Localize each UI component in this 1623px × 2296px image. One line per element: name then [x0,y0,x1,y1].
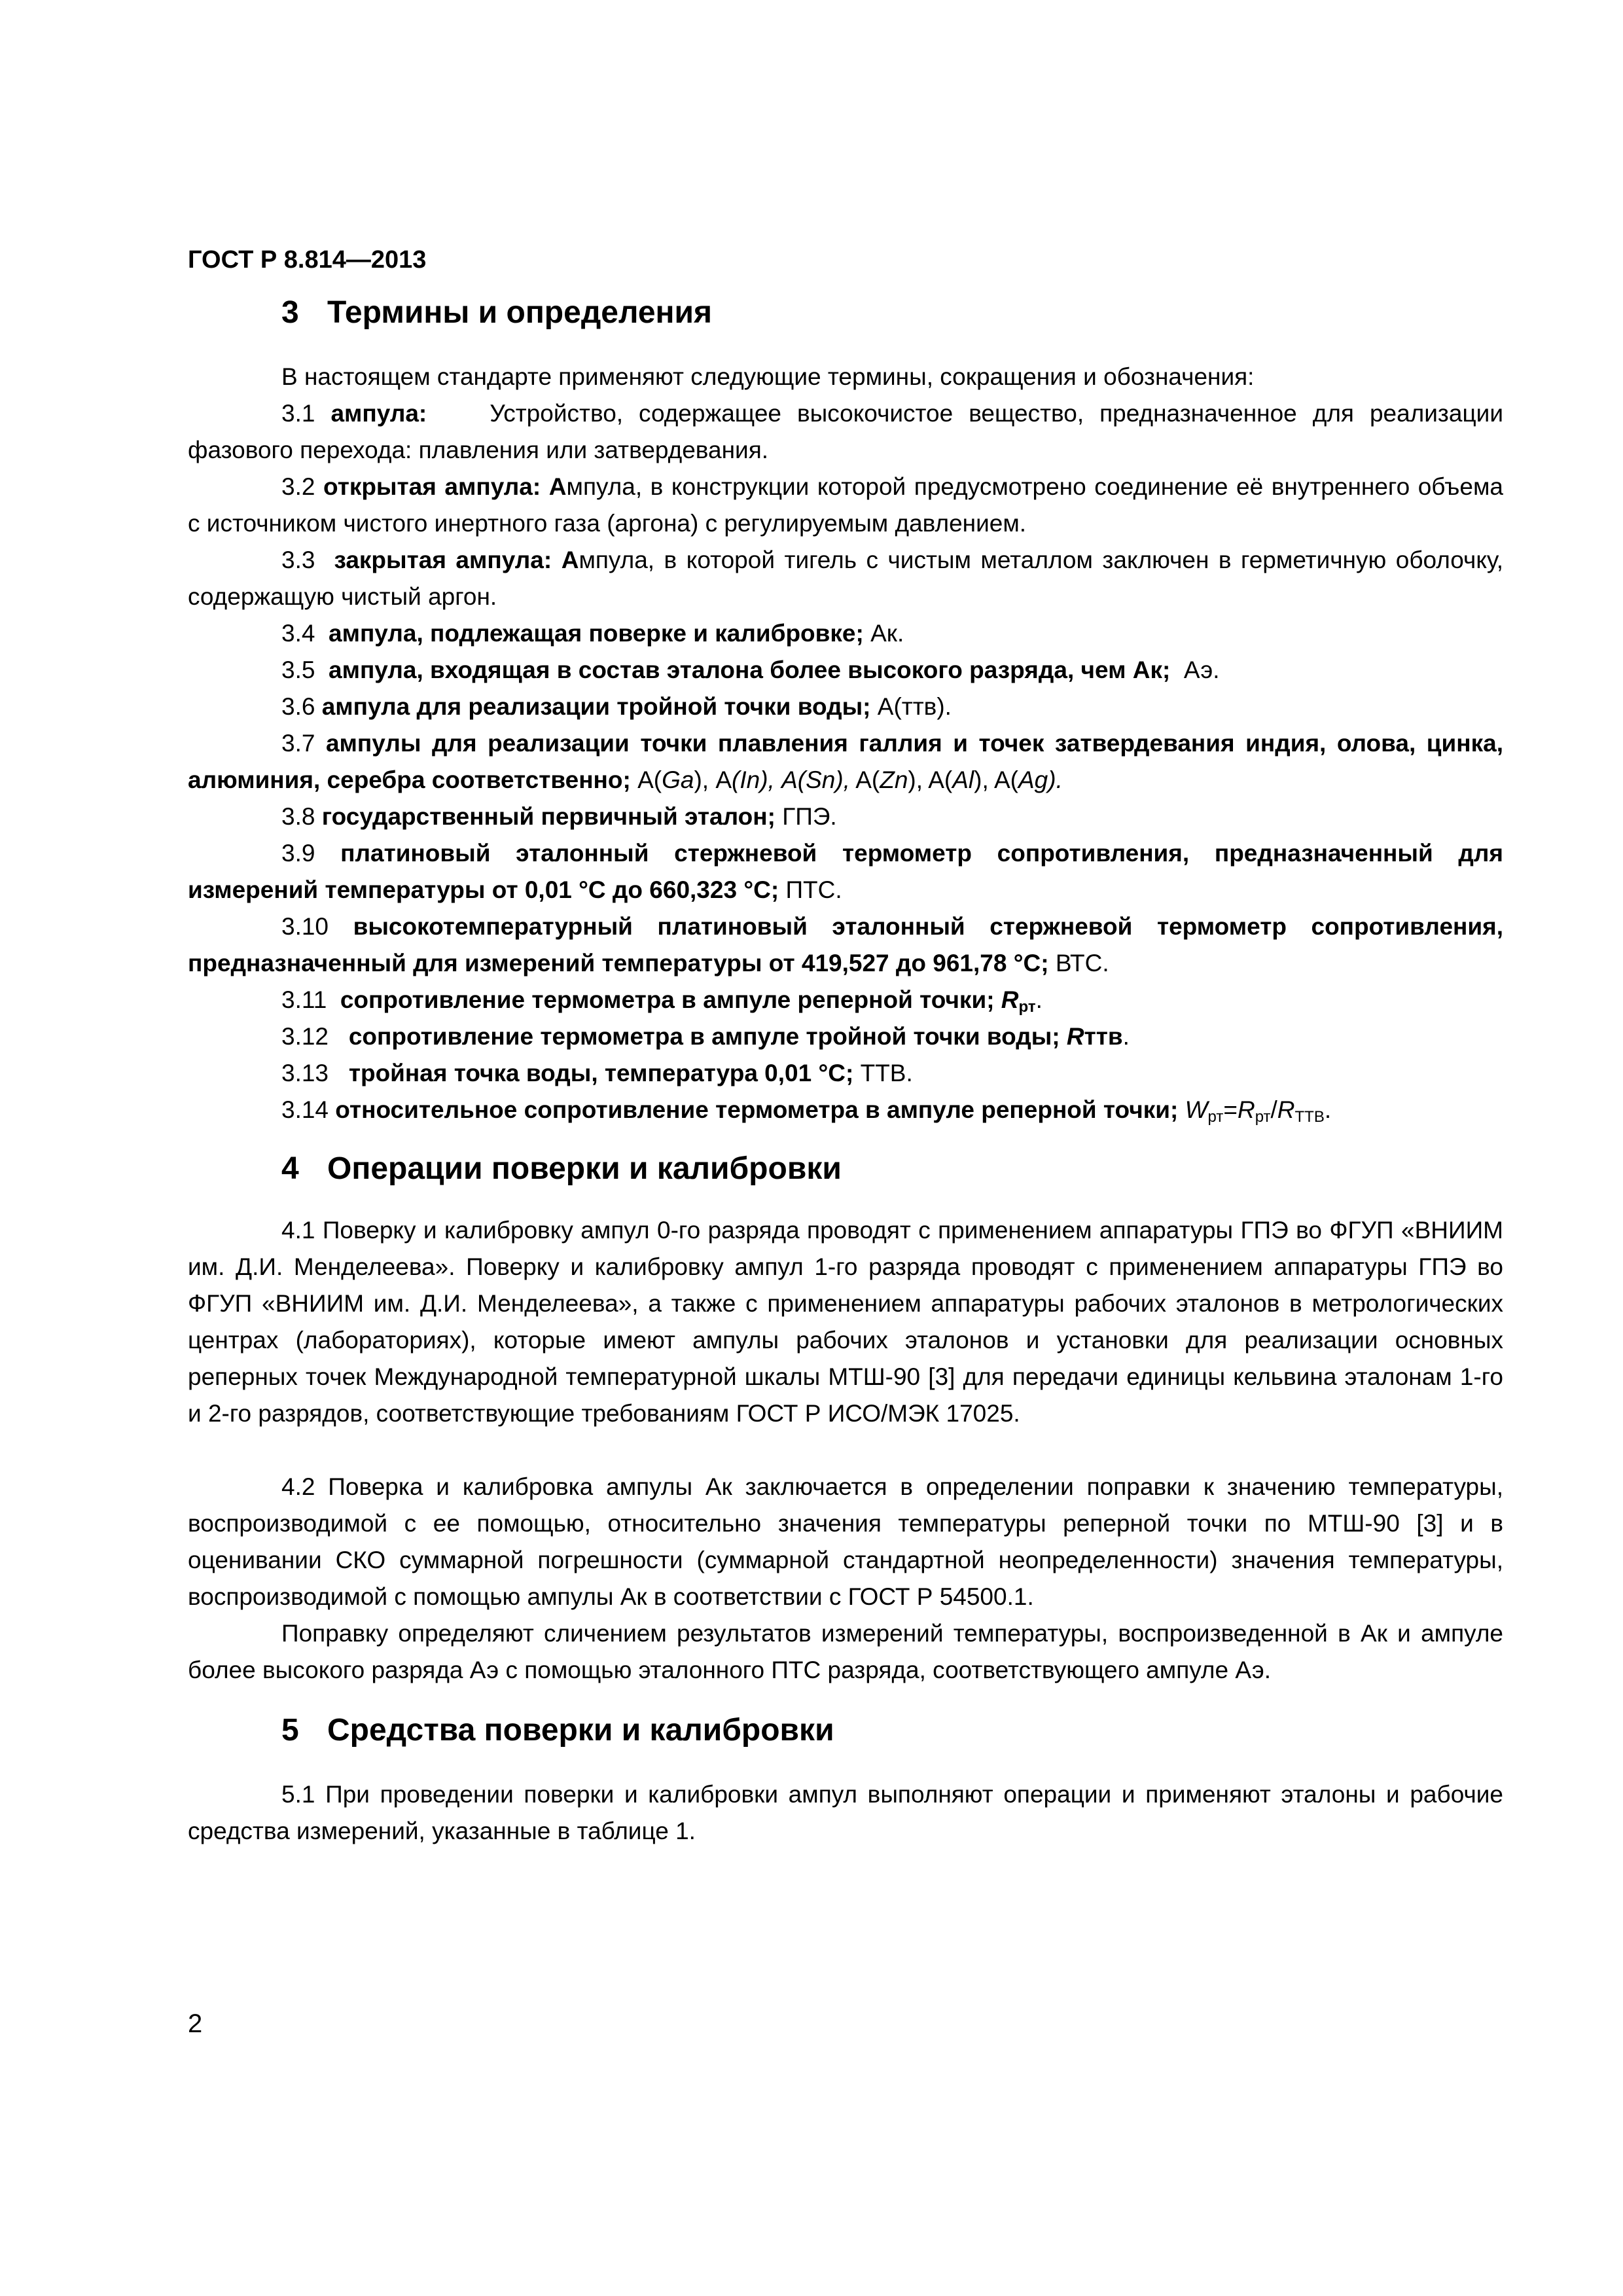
term-3-12 [281,1018,1130,1055]
section-3-intro: В настоящем стандарте применяют следующие термины, сокращения и обозначения: [281,363,1255,390]
term-3-3 [188,542,1503,615]
term-number: 3.13 [281,1060,329,1086]
paragraph-4-2: 4.2 Поверка и калибровка ампулы Ак заключается в определении поправки к значению температуры, воспроизводимой с ее помощью, относительно значения температуры реперной точки по МТШ-90 [3] и в оценивании СКО суммарной погрешности (суммарной стандартной неопределенности) значения температуры, воспроизводимой с помощью ампулы Ак в соответствии с ГОСТ Р 54500.1. [188,1473,1503,1610]
abbr-symbol: Al [952,766,974,793]
section-number: 5 [281,1713,299,1748]
term-name: сопротивление термометра в ампуле реперной точки; [340,986,995,1013]
abbr-symbol: Ag). [1018,766,1063,793]
term-abbreviation: ВТС. [1055,950,1109,977]
term-abbreviation: ПТС. [785,876,842,903]
term-definition: мпула, в которой тигель с чистым металлом заключен в герметичную оболочку, содержащую чистый аргон. [188,547,1504,610]
punctuation: . [1035,986,1043,1013]
term-3-2 [188,469,1503,542]
term-definition: Устройство, содержащее высокочистое вещество, предназначенное для реализации фазового перехода: плавления или затвердевания. [188,400,1504,463]
section-number: 4 [281,1151,299,1186]
punctuation: . [1122,1023,1130,1050]
term-number: 3.3 [281,547,315,573]
term-abbreviation: А(ттв). [877,693,952,720]
term-3-5 [281,652,1220,689]
term-abbreviation: ГПЭ. [782,803,837,830]
formula [1185,1096,1332,1126]
term-number: 3.9 [281,840,315,867]
term-name: ампула, входящая в состав эталона более высокого разряда, чем Ак; [329,656,1171,683]
abbr-prefix: A( [928,766,953,793]
operator: / [1270,1096,1277,1123]
term-definition-initial: А [548,473,567,500]
symbol: R [1001,986,1019,1013]
term-name: закрытая ампула: [334,547,552,573]
section-title: Термины и определения [327,295,713,330]
term-number: 3.11 [281,986,327,1013]
symbol: R [1277,1096,1295,1123]
term-abbreviation-list [637,766,1063,793]
term-name: относительное сопротивление термометра в ампуле реперной точки; [335,1096,1179,1123]
section-3-heading [281,295,712,331]
term-name: сопротивление термометра в ампуле тройной точки воды; [348,1023,1060,1050]
term-name: ампулы для реализации точки плавления галлия и точек затвердевания индия, олова, цинка, алюминия, серебра соответственно; [188,730,1504,793]
symbol-subscript: рт [1255,1108,1271,1126]
paragraph-4-2-continued: Поправку определяют сличением результатов измерений температуры, воспроизведенной в Ак и ампуле более высокого разряда Аэ с помощью эталонного ПТС разряда, соответствующего ампуле Аэ. [188,1620,1503,1683]
term-3-1 [188,395,1503,469]
page-number: 2 [188,2009,203,2038]
symbol-suffix: ттв [1084,1023,1123,1050]
term-number: 3.10 [281,913,329,940]
abbr-symbol: Zn [880,766,908,793]
term-definition-initial: А [561,547,579,573]
term-number: 3.1 [281,400,315,427]
term-3-8 [281,798,837,835]
section-4-heading [281,1151,842,1187]
abbr-suffix: ), [974,766,994,793]
abbr-prefix: А [715,766,732,793]
term-name: тройная точка воды, температура 0,01 °С; [348,1060,854,1086]
section-5-heading [281,1712,834,1748]
term-abbreviation: ТТВ. [860,1060,913,1086]
term-name: высокотемпературный платиновый эталонный стержневой термометр сопротивления, предназначенный для измерений температуры от 419,527 до 961,78 °С; [188,913,1503,977]
section-number: 3 [281,295,299,330]
term-3-6 [281,689,952,725]
term-name: государственный первичный эталон; [321,803,776,830]
operator: = [1223,1096,1238,1123]
term-3-7 [188,725,1503,798]
term-abbreviation: Аэ. [1183,656,1220,683]
term-abbreviation: Ак. [870,620,904,647]
term-number: 3.5 [281,656,315,683]
term-3-10 [188,908,1503,982]
section-title: Операции поверки и калибровки [327,1151,842,1186]
term-name: ампула, подлежащая поверке и калибровке; [329,620,864,647]
abbr-suffix: ), [908,766,929,793]
term-name: платиновый эталонный стержневой термометр сопротивления, предназначенный для измерений температуры от 0,01 °С до 660,323 °С; [188,840,1504,903]
term-name: открытая ампула: [323,473,541,500]
section-title: Средства поверки и калибровки [327,1713,834,1748]
term-definition: мпула, в конструкции которой предусмотрено соединение её внутреннего объема с источником чистого инертного газа (аргона) с регулируемым давлением. [188,473,1503,537]
symbol: R [1066,1023,1084,1050]
term-3-14 [281,1092,1331,1128]
term-number: 3.12 [281,1023,329,1050]
symbol: W [1185,1096,1208,1123]
term-3-4 [281,615,904,652]
symbol-subscript: рт [1018,998,1036,1016]
symbol-subscript: ТТВ [1294,1108,1325,1126]
abbr-prefix: A( [994,766,1018,793]
punctuation: . [1324,1096,1332,1123]
term-3-13 [281,1055,913,1092]
paragraph-5-1: 5.1 При проведении поверки и калибровки ампул выполняют операции и применяют эталоны и рабочие средства измерений, указанные в таблице 1. [188,1781,1503,1844]
paragraph-4-1: 4.1 Поверку и калибровку ампул 0-го разряда проводят с применением аппаратуры ГПЭ во ФГУП «ВНИИМ им. Д.И. Менделеева». Поверку и калибровку ампул 1-го разряда проводят с применением аппаратуры ГПЭ во ФГУП «ВНИИМ им. Д.И. Менделеева», а также с применением аппаратуры рабочих эталонов в метрологических центрах (лабораториях), которые имеют ампулы рабочих эталонов и установки для реализации основных реперных точек Международной температурной шкалы МТШ-90 [3] для передачи единицы кельвина эталонам 1-го и 2-го разрядов, соответствующие требованиям ГОСТ Р ИСО/МЭК 17025. [188,1217,1503,1427]
abbr-symbol: Ga [662,766,694,793]
document-id: ГОСТ Р 8.814—2013 [188,246,427,274]
abbr-symbol: (In), A(Sn), [732,766,850,793]
term-3-11 [281,982,1043,1018]
term-number: 3.14 [281,1096,329,1123]
term-number: 3.2 [281,473,315,500]
term-number: 3.6 [281,693,315,720]
abbr-prefix: A( [855,766,880,793]
term-number: 3.8 [281,803,315,830]
term-number: 3.7 [281,730,315,757]
abbr-prefix: А( [637,766,662,793]
term-name: ампула для реализации тройной точки воды; [321,693,871,720]
term-3-9 [188,835,1503,908]
symbol-subscript: рт [1207,1108,1224,1126]
term-name: ампула: [330,400,427,427]
symbol: R [1237,1096,1255,1123]
term-number: 3.4 [281,620,315,647]
abbr-suffix: ), [694,766,716,793]
abbr-suffix [850,766,855,793]
